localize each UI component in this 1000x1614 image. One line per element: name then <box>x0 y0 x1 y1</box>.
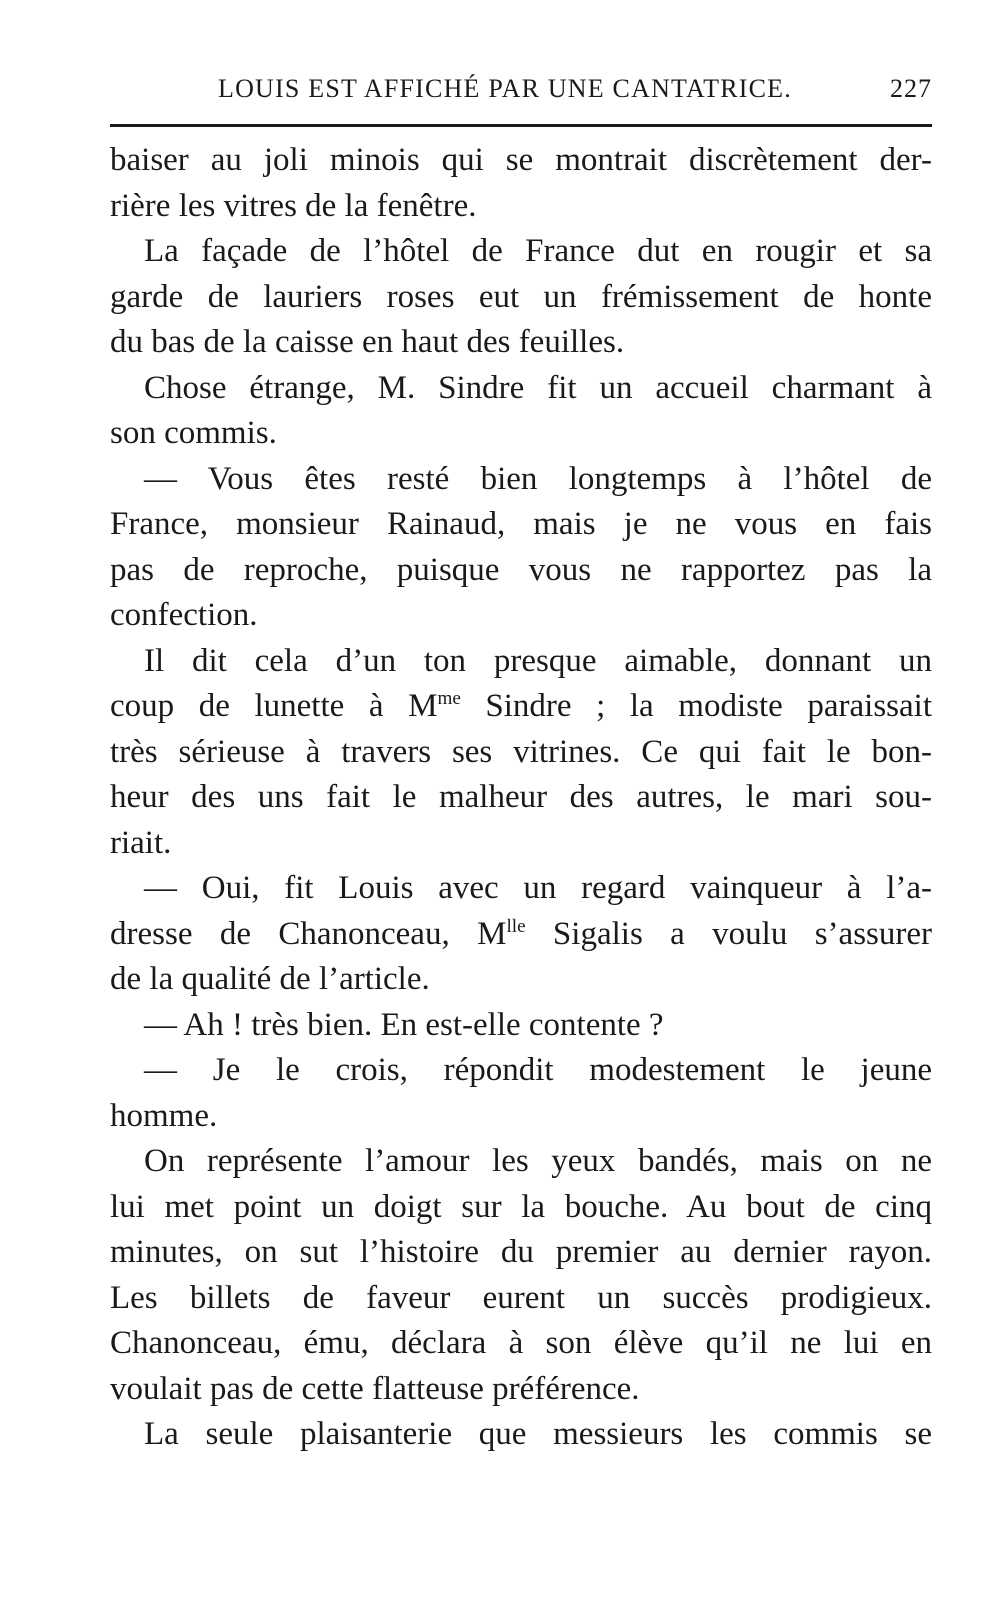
text-line: confection. <box>110 597 258 633</box>
text-line <box>110 684 932 730</box>
text-line: très sérieuse à travers ses vitrines. Ce qui fait le bon- <box>110 733 932 770</box>
text-line: son commis. <box>110 415 277 451</box>
text-line: France, monsieur Rainaud, mais je ne vous en fais <box>110 506 932 542</box>
body-text <box>110 138 932 1458</box>
text-line: Les billets de faveur eurent un succès prodigieux. <box>110 1279 932 1316</box>
page-header <box>110 68 932 108</box>
text-line: baiser au joli minois qui se montrait discrètement der- <box>110 142 932 178</box>
text-line: minutes, on sut l’histoire du premier au dernier rayon. <box>110 1234 932 1270</box>
text-segment: Sigalis a voulu s’assurer <box>525 915 932 952</box>
superscript-abbreviation: lle <box>506 915 526 937</box>
text-line: garde de lauriers roses eut un frémissement de honte <box>110 278 932 315</box>
page-number: 227 <box>890 74 932 103</box>
text-line: voulait pas de cette flatteuse préférence. <box>110 1370 640 1407</box>
text-line: — Oui, fit Louis avec un regard vainqueur à l’a- <box>144 870 932 906</box>
running-title: LOUIS EST AFFICHÉ PAR UNE CANTATRICE. <box>218 74 792 103</box>
superscript-abbreviation: me <box>437 688 461 710</box>
text-line: La seule plaisanterie que messieurs les commis se <box>144 1416 932 1452</box>
text-segment: Sindre ; la modiste paraissait <box>460 688 932 724</box>
text-line: pas de reproche, puisque vous ne rapportez pas la <box>110 551 932 588</box>
text-line <box>110 912 932 958</box>
text-line: de la qualité de l’article. <box>110 961 430 997</box>
text-line: Il dit cela d’un ton presque aimable, donnant un <box>144 642 932 679</box>
text-line: lui met point un doigt sur la bouche. Au bout de cinq <box>110 1188 932 1225</box>
header-rule <box>110 124 932 127</box>
text-line: Chose étrange, M. Sindre fit un accueil charmant à <box>144 369 932 406</box>
text-segment: coup de lunette à M <box>110 688 438 724</box>
text-line: — Ah ! très bien. En est-elle contente ? <box>144 1006 664 1043</box>
text-line: La façade de l’hôtel de France dut en rougir et sa <box>144 233 932 269</box>
text-line: Chanonceau, ému, déclara à son élève qu’il ne lui en <box>110 1325 932 1361</box>
text-line: On représente l’amour les yeux bandés, mais on ne <box>144 1143 932 1179</box>
text-line: rière les vitres de la fenêtre. <box>110 187 477 224</box>
text-line: homme. <box>110 1097 218 1134</box>
text-line: heur des uns fait le malheur des autres, le mari sou- <box>110 779 932 815</box>
text-line: du bas de la caisse en haut des feuilles. <box>110 324 625 360</box>
text-line: — Je le crois, répondit modestement le jeune <box>144 1052 932 1088</box>
text-line: riait. <box>110 824 172 861</box>
text-segment: dresse de Chanonceau, M <box>110 915 507 952</box>
text-line: — Vous êtes resté bien longtemps à l’hôtel de <box>144 460 932 497</box>
